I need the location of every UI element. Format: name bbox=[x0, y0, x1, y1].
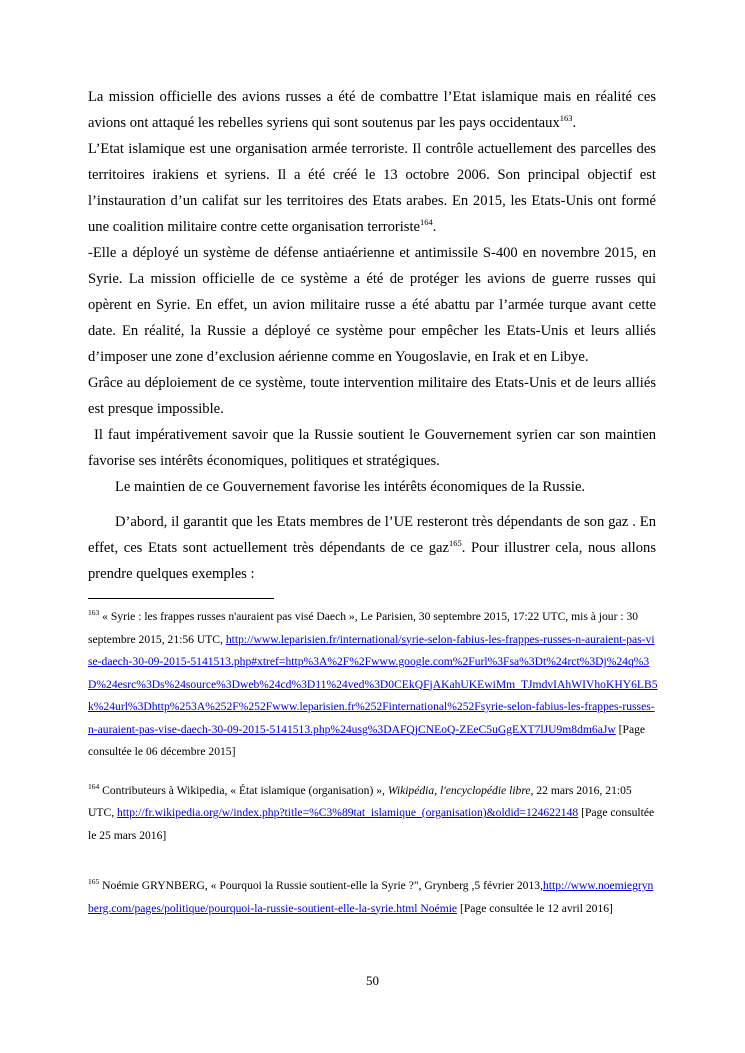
footnote-ref-165[interactable]: 165 bbox=[449, 538, 462, 548]
paragraph-1: La mission officielle des avions russes a été de combattre l’Etat islamique mais en réalité ces avions ont attaqué les rebelles syriens qui sont soutenus par les pays occidentaux$^{163}$. bbox=[88, 89, 656, 131]
footnote-164: $^{164}$ Contributeurs à Wikipedia, « État islamique (organisation) », Wikipédia, l'encyclopédie libre, 22 mars 2016, 21:05 UTC, http://fr.wikipedia.org/w/index.php?title=%C3%89tat_islamique_(organisation)&oldid=124622148 [Page consultée le 25 mars 2016] bbox=[88, 781, 655, 842]
paragraph-5: Il faut impérativement savoir que la Russie soutient le Gouvernement syrien car son maintien favorise ses intérêts économiques, politiques et stratégiques. bbox=[88, 427, 656, 469]
main-text bbox=[88, 84, 656, 587]
footnotes bbox=[88, 606, 658, 920]
paragraph-3: -Elle a déployé un système de défense antiaérienne et antimissile S-400 en novembre 2015, en Syrie. La mission officielle de ce système a été de protéger les avions de guerre russes qui opèrent en Syrie. En effet, un avion militaire russe a été abattu par l’armée turque avant cette date. En réalité, la Russie a déployé ce système pour empêcher les Etats-Unis et leurs alliés d’imposer une zone d’exclusion aérienne comme en Yougoslavie, en Irak et en Libye. bbox=[88, 245, 656, 365]
footnote-ref-164[interactable]: 164 bbox=[420, 217, 433, 227]
footnote-ref-163[interactable]: 163 bbox=[559, 113, 573, 123]
footnote-separator bbox=[88, 598, 274, 599]
footnote-163: $^{163}$ « Syrie : les frappes russes n'auraient pas visé Daech », Le Parisien, 30 septembre 2015, 17:22 UTC, mis à jour : 30 septembre 2015, 21:56 UTC, http://www.leparisien.fr/international/syrie-selon-fabius-les-frappes-russes-n-auraient-pas-vise-daech-30-09-2015-5141513.php#xtref=http%3A%2F%2Fwww.google.com%2Furl%3Fsa%3Dt%24rct%3Dj%24q%3D%24esrc%3Ds%24source%3Dweb%24cd%3D11%24ved%3D0CEkQFjAKahUKEwiMm_TJmdvIAhWIVhoKHY6LB5k%24url%3Dhttp%253A%252F%252Fwww.leparisien.fr%252Finternational%252Fsyrie-selon-fabius-les-frappes-russes-n-auraient-pas-vise-daech-30-09-2015-5141513.php%24usg%3DAFQjCNEoQ-ZEeC5uGgEXT7lJU9m8dm6aJw [Page consultée le 06 décembre 2015] bbox=[88, 608, 658, 758]
paragraph-7: D’abord, il garantit que les Etats membres de l’UE resteront très dépendants de son gaz . En effet, ces Etats sont actuellement très dépendants de ce gaz$^{165}$. Pour illustrer cela, nous allons prendre quelques exemples : bbox=[88, 514, 656, 582]
footnote-163-link[interactable]: http://www.leparisien.fr/international/syrie-selon-fabius-les-frappes-russes-n-auraient-pas-vise-daech-30-09-2015-5141513.php#xtref=http%3A%2F%2Fwww.google.com%2Furl%3Fsa%3Dt%24rct%3Dj%24q%3D%24esrc%3Ds%24source%3Dweb%24cd%3D11%24ved%3D0CEkQFjAKahUKEwiMm_TJmdvIAhWIVhoKHY6LB5k%24url%3Dhttp%253A%252F%252Fwww.leparisien.fr%252Finternational%252Fsyrie-selon-fabius-les-frappes-russes-n-auraient-pas-vise-daech-30-09-2015-5141513.php%24usg%3DAFQjCNEoQ-ZEeC5uGgEXT7lJU9m8dm6aJw bbox=[88, 632, 658, 736]
page-number: 50 bbox=[366, 973, 379, 988]
footnote-165: $^{165}$ Noémie GRYNBERG, « Pourquoi la Russie soutient-elle la Syrie ?", Grynberg ,5 février 2013,http://www.noemiegrynberg.com/pages/politique/pourquoi-la-russie-soutient-elle-la-syrie.html Noémie [Page consultée le 12 avril 2016] bbox=[88, 877, 654, 915]
paragraph-4: Grâce au déploiement de ce système, toute intervention militaire des Etats-Unis et de leurs alliés est presque impossible. bbox=[88, 375, 656, 417]
footnote-164-link[interactable]: http://fr.wikipedia.org/w/index.php?title=%C3%89tat_islamique_(organisation)&oldid=124622148 bbox=[116, 806, 579, 819]
footnote-165-link[interactable]: http://www.noemiegrynberg.com/pages/politique/pourquoi-la-russie-soutient-elle-la-syrie.html Noémie bbox=[88, 879, 654, 915]
paragraph-6: Le maintien de ce Gouvernement favorise les intérêts économiques de la Russie. bbox=[115, 479, 586, 495]
paragraph-2: L’Etat islamique est une organisation armée terroriste. Il contrôle actuellement des parcelles des territoires irakiens et syriens. Il a été créé le 13 octobre 2006. Son principal objectif est l’instauration d’un califat sur les territoires des Etats arabes. En 2015, les Etats-Unis ont formé une coalition militaire contre cette organisation terroriste$^{164}$. bbox=[88, 141, 656, 235]
